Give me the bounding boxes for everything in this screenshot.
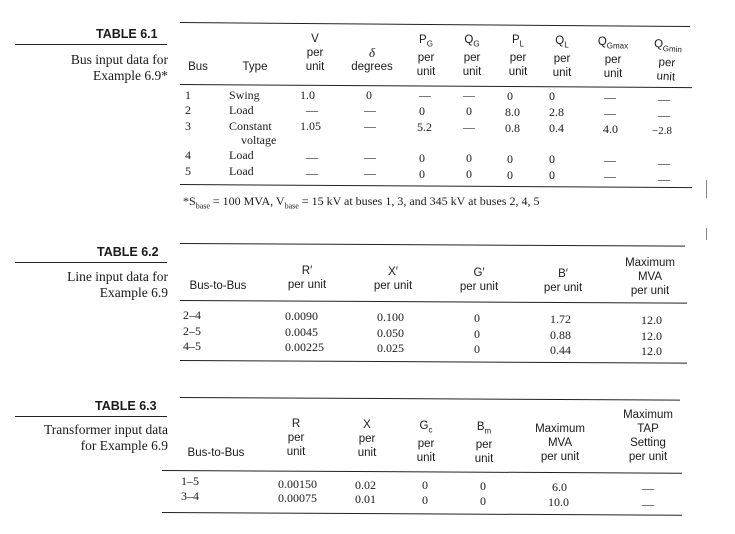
cell-bm: 0 [480,494,486,508]
table-6-1-footnote: $*S_{base} = 100$ MVA, $V_{base} = 15$ kV at buses 1, 3, and 345 kV at buses 2, 4, 5 [183,194,540,211]
table-6-1-bottom-rule [180,184,692,188]
header-bus: Bus [188,61,208,73]
table-6-1-title: TABLE 6.1 [96,27,158,41]
header-line: Maximum [535,423,585,435]
cell-type: Load [229,164,254,178]
table-6-3-title: TABLE 6.3 [95,399,157,413]
caption-line: for Example 6.9 [80,438,168,453]
cell-g: 0 [474,342,480,356]
cell-r: 0.0090 [285,309,318,323]
header-unit: unit [552,67,572,80]
cell-delta: — [364,103,376,117]
header-x [358,265,428,293]
cell-qg: — [463,120,475,134]
table-6-1-caption [71,52,168,84]
cell-b: 0.88 [550,328,571,342]
header-gc [402,419,450,465]
cell-pg: — [419,88,431,102]
cell-pg: 0 [419,151,425,165]
header-max-tap [612,408,684,464]
cell-pl: 0 [507,168,513,182]
cell-gc: 0 [422,493,428,507]
header-bm [460,420,508,466]
cell-v: — [306,166,318,180]
header-b [528,267,598,295]
header-symbol: V [311,33,319,45]
cell-bus: 4 [185,148,191,162]
header-delta [344,46,400,74]
cell-r: 0.00225 [285,340,324,354]
cell-qgmin: — [658,172,670,186]
header-type: Type [242,61,268,73]
cell-x: 0.100 [377,310,404,324]
cell-qgmin: — [658,108,670,122]
cell-ql: 0 [549,168,555,182]
cell-bus: 2–4 [183,308,201,322]
caption-line: Line input data for [67,269,168,284]
cell-mva: 12.0 [641,313,662,327]
header-unit: per unit [287,279,327,291]
caption-line: Example 6.9 [99,285,168,300]
cell-bus: 5 [185,164,191,178]
cell-tap: — [642,481,654,495]
header-r [272,264,342,292]
cell-r: 0.00075 [278,491,317,505]
header-unit: unit [286,446,306,458]
table-6-3-header-rule [162,470,682,474]
header-unit: unit [474,453,494,466]
table-6-2-bottom-rule [180,360,687,364]
cell-type: Swing [229,88,260,102]
caption-line: Bus input data for [70,52,168,67]
cell-x: 0.025 [377,341,404,355]
cell-v: 1.0 [300,88,315,102]
header-symbol: $P_G$ [419,34,433,49]
header-symbol: X [363,419,371,431]
cell-v: — [306,150,318,164]
header-unit: unit [462,66,482,79]
header-pg [404,33,448,79]
cell-type: Load [229,103,254,117]
cell-delta: 0 [366,88,372,102]
header-unit: per unit [628,451,668,463]
cell-delta: — [364,150,376,164]
header-unit: per unit [373,280,413,292]
cell-x: 0.050 [377,326,404,340]
header-symbol: G′ [473,267,485,279]
header-unit: unit [357,447,377,459]
cell-x: 0.01 [355,492,376,506]
cell-pl: 0.8 [505,121,520,135]
table-6-2-top-rule [180,243,685,247]
header-g [444,266,514,294]
cell-b: 1.72 [550,312,571,326]
table-6-2-title: TABLE 6.2 [97,245,159,259]
cell-r: 0.00150 [278,477,317,491]
cell-g: 0 [474,327,480,341]
cell-qg: 0 [466,167,472,181]
cell-bus: 2–5 [183,324,201,338]
cell-qg: 0 [466,151,472,165]
cell-g: 0 [474,311,480,325]
cell-pl: 0 [507,89,513,103]
header-unit: unit [305,61,325,73]
header-unit: unit [603,68,623,81]
table-6-2-title-rule [15,262,167,263]
header-max-mva [524,422,596,464]
header-symbol: $B_m$ [476,421,492,436]
header-r [270,417,322,459]
header-line: Maximum [625,257,675,269]
header-line: TAP [637,423,659,435]
cell-pg: 0 [419,104,425,118]
cell-mva: 12.0 [641,329,662,343]
cell-ql: 0.4 [549,121,564,135]
header-qg [450,33,494,79]
header-line: Maximum [623,409,673,421]
table-6-1-title-rule [15,44,167,45]
header-qgmin [640,36,693,86]
header-symbol: R [291,418,301,430]
header-x [343,418,391,460]
cell-x: 0.02 [355,478,376,492]
table-6-2-caption [67,269,168,301]
header-per: per [463,52,481,65]
cell-gc: 0 [422,478,428,492]
cell-qgmax: — [604,153,616,167]
header-unit: degrees [351,61,393,73]
header-bus-to-bus: Bus-to-Bus [189,280,247,292]
cell-ql: 0 [549,152,555,166]
header-v [290,32,340,74]
scan-mark [706,180,707,198]
header-per: per [417,52,435,65]
header-per: per [287,432,305,444]
header-per: per [509,52,527,65]
cell-bus: 2 [185,103,191,117]
header-qgmax [588,35,638,81]
cell-mva: 10.0 [548,495,569,509]
header-max-mva [614,256,686,298]
header-line: MVA [637,271,663,283]
header-per: per [475,439,493,452]
cell-ql: 2.8 [549,105,564,119]
cell-mva: 12.0 [641,344,662,358]
header-symbol: $Q_{Gmax}$ [597,36,629,51]
header-symbol: $Q_G$ [464,34,480,49]
header-per: per [658,56,676,70]
header-symbol: X′ [388,266,398,278]
header-unit: per unit [630,285,670,297]
header-unit: unit [416,452,436,465]
cell-qg: 0 [466,104,472,118]
cell-qgmin: −2.8 [652,125,672,137]
cell-qg: — [463,88,475,102]
cell-pl: 8.0 [505,105,520,119]
table-6-3-bottom-rule [162,512,682,516]
cell-type: Constant [229,119,272,133]
header-line: Setting [630,437,666,449]
header-symbol: δ [368,45,376,60]
scan-mark [706,228,707,240]
cell-bus: 1 [185,88,191,102]
header-per: per [604,54,622,67]
header-symbol: $P_L$ [511,34,525,49]
header-unit: unit [416,66,436,79]
cell-b: 0.44 [550,343,571,357]
header-unit: per unit [543,282,583,294]
cell-ql: 0 [549,89,555,103]
header-unit: per unit [540,451,580,463]
header-unit: unit [508,66,528,79]
header-bus-to-bus: Bus-to-Bus [187,447,245,459]
cell-v: 1.05 [300,119,321,133]
cell-tap: — [642,497,654,511]
cell-r: 0.0045 [285,325,318,339]
cell-type: Load [229,148,254,162]
header-per: per [553,53,571,66]
header-line: MVA [547,437,573,449]
cell-qgmax: 4.0 [603,122,618,136]
cell-v: — [306,103,318,117]
header-symbol: $Q_{Gmin}$ [653,38,683,55]
header-symbol: $Q_L$ [555,35,569,50]
cell-delta: — [364,119,376,133]
table-6-1-top-rule [180,22,690,27]
cell-bus: 4–5 [183,339,201,353]
cell-pg: 0 [419,167,425,181]
cell-bus: 3 [185,119,191,133]
table-6-2-header-rule [180,300,687,304]
header-per: per [306,47,324,59]
cell-mva: 6.0 [552,480,567,494]
caption-line: Example 6.9* [93,68,168,83]
header-symbol: R′ [301,265,313,277]
cell-qgmin: — [658,92,670,106]
caption-line: Transformer input data [44,422,168,437]
cell-bus: 3–4 [181,489,199,503]
cell-qgmin: — [658,156,670,170]
cell-bus: 1–5 [181,474,199,488]
header-unit: per unit [459,281,499,293]
header-symbol: B′ [558,268,568,280]
header-pl [496,33,540,79]
cell-pg: 5.2 [417,120,432,134]
header-ql [540,34,584,80]
table-6-3-caption [44,422,168,454]
cell-qgmax: — [604,90,616,104]
header-unit: unit [656,70,676,84]
table-6-3-title-rule [15,416,167,417]
cell-bm: 0 [480,479,486,493]
cell-qgmax: — [604,169,616,183]
header-per: per [358,433,376,445]
cell-delta: — [364,166,376,180]
cell-type-cont: voltage [241,133,277,147]
table-6-3-top-rule [180,397,680,401]
header-per: per [417,438,435,451]
cell-pl: 0 [507,152,513,166]
cell-qgmax: — [604,106,616,120]
header-symbol: $G_c$ [419,420,433,435]
